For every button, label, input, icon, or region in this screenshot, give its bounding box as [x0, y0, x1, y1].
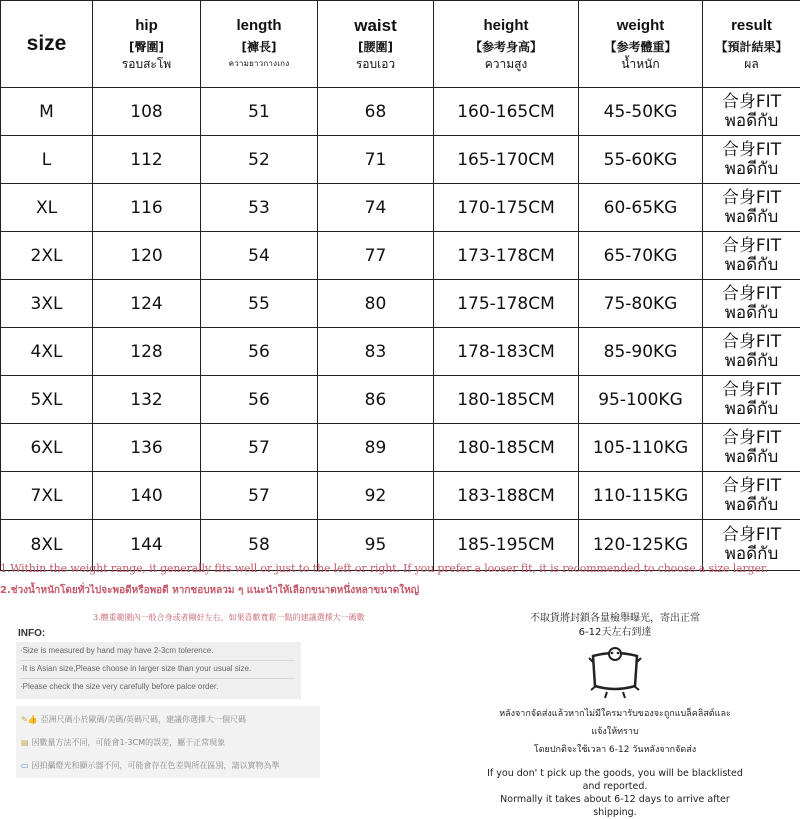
divider [20, 678, 295, 679]
header-waist-zh: [腰圍] [318, 38, 433, 56]
table-row [1, 328, 800, 376]
shipping-notice [450, 612, 780, 819]
cn-info-line [21, 760, 280, 771]
cell-height: 185-195CM [434, 520, 579, 571]
info-box [16, 642, 301, 699]
table-row [1, 472, 800, 520]
header-height [434, 1, 579, 88]
cell-height: 178-183CM [434, 328, 579, 376]
header-row [1, 1, 800, 88]
note-chinese: 3.體重範圍內一般合身或者剛好左右，如果喜歡寬鬆一點的建議選擇大一碼數 [93, 612, 443, 623]
result-zh: 合身FIT [703, 189, 800, 208]
cell-size: XL [1, 184, 93, 232]
result-zh: 合身FIT [703, 333, 800, 352]
shipping-en-line-3: Normally it takes about 6-12 days to arrive after [450, 793, 780, 806]
cell-weight: 60-65KG [579, 184, 703, 232]
cn-info-line [21, 737, 225, 748]
result-th: พอดีกับ [703, 545, 800, 564]
cell-result [703, 184, 800, 232]
cell-result [703, 88, 800, 136]
header-length [201, 1, 318, 88]
table-row [1, 88, 800, 136]
cell-weight: 85-90KG [579, 328, 703, 376]
result-th: พอดีกับ [703, 208, 800, 227]
cell-waist: 89 [318, 424, 434, 472]
header-weight-th: น้ำหนัก [579, 56, 702, 72]
shipping-en [450, 767, 780, 819]
cell-result [703, 376, 800, 424]
header-length-en: length [201, 16, 317, 36]
header-height-th: ความสูง [434, 56, 578, 72]
ruler-icon: ▤ [21, 738, 29, 747]
cell-size: 3XL [1, 280, 93, 328]
cell-hip: 120 [93, 232, 201, 280]
cell-size: 8XL [1, 520, 93, 571]
header-weight [579, 1, 703, 88]
shipping-en-line-4: shipping. [450, 806, 780, 819]
cell-height: 180-185CM [434, 376, 579, 424]
header-size-label: size [27, 32, 67, 55]
header-length-zh: [褲長] [201, 38, 317, 56]
shipping-en-line-1: If you don' t pick up the goods, you will be blacklisted [450, 767, 780, 780]
cell-waist: 77 [318, 232, 434, 280]
table-row [1, 280, 800, 328]
shipping-th-line-2: แจ้งให้ทราบ [450, 723, 780, 741]
info-title: INFO: [18, 628, 45, 639]
result-zh: 合身FIT [703, 429, 800, 448]
shipping-en-line-2: and reported. [450, 780, 780, 793]
info-line: ·Please check the size very carefully before palce order. [20, 682, 218, 691]
cell-length: 58 [201, 520, 318, 571]
header-result [703, 1, 800, 88]
cell-hip: 116 [93, 184, 201, 232]
header-height-en: height [434, 16, 578, 36]
header-length-th: ความยาวกางเกง [201, 56, 317, 72]
cell-height: 165-170CM [434, 136, 579, 184]
header-hip [93, 1, 201, 88]
cell-size: 7XL [1, 472, 93, 520]
result-th: พอดีกับ [703, 160, 800, 179]
cell-size: 6XL [1, 424, 93, 472]
cell-length: 52 [201, 136, 318, 184]
shipping-th-line-3: โดยปกติจะใช้เวลา 6-12 วันหลังจากจัดส่ง [450, 741, 780, 759]
header-height-zh: 【参考身高】 [434, 38, 578, 56]
result-th: พอดีกับ [703, 448, 800, 467]
size-rows [1, 88, 800, 571]
header-waist-en: waist [318, 16, 433, 36]
cell-waist: 86 [318, 376, 434, 424]
result-th: พอดีกับ [703, 496, 800, 515]
result-zh: 合身FIT [703, 477, 800, 496]
table-row [1, 184, 800, 232]
cell-length: 55 [201, 280, 318, 328]
cell-height: 160-165CM [434, 88, 579, 136]
header-waist [318, 1, 434, 88]
cell-result [703, 280, 800, 328]
cell-waist: 95 [318, 520, 434, 571]
shipping-th-line-1: หลังจากจัดส่งแล้วหากไม่มีใครมารับของจะถูกแบล็คลิสต์และ [450, 705, 780, 723]
cell-waist: 80 [318, 280, 434, 328]
cell-height: 170-175CM [434, 184, 579, 232]
cell-length: 56 [201, 328, 318, 376]
cell-weight: 55-60KG [579, 136, 703, 184]
cell-hip: 128 [93, 328, 201, 376]
thumbs-up-icon: ✎👍 [21, 715, 38, 724]
info-line: ·Size is measured by hand may have 2-3cm tolerence. [20, 646, 213, 655]
cn-info-text: 因數量方法不同，可能會1-3CM的誤差，屬于正常現象 [32, 738, 226, 747]
cell-waist: 71 [318, 136, 434, 184]
cell-result [703, 472, 800, 520]
cell-length: 53 [201, 184, 318, 232]
note-english: 1.Within the weight range, it generally fits well or just to the left or right. If you prefer a looser fit, it is recommended to choose a size larger. [0, 562, 800, 575]
cn-info-text: 亞洲尺碼小於歐碼/美碼/英碼尺碼，建議你選擇大一個尺碼 [41, 715, 246, 724]
header-waist-th: รอบเอว [318, 56, 433, 72]
header-hip-zh: [臀圍] [93, 38, 200, 56]
cell-length: 54 [201, 232, 318, 280]
header-hip-en: hip [93, 16, 200, 36]
cell-result [703, 232, 800, 280]
cell-result [703, 328, 800, 376]
cell-size: L [1, 136, 93, 184]
cell-waist: 68 [318, 88, 434, 136]
divider [20, 660, 295, 661]
cell-waist: 74 [318, 184, 434, 232]
cell-size: 4XL [1, 328, 93, 376]
table-row [1, 136, 800, 184]
header-result-th: ผล [703, 56, 800, 72]
result-th: พอดีกับ [703, 256, 800, 275]
cell-hip: 108 [93, 88, 201, 136]
cell-length: 56 [201, 376, 318, 424]
header-weight-en: weight [579, 16, 702, 36]
chinese-info-box [16, 706, 320, 778]
cell-size: 5XL [1, 376, 93, 424]
cell-hip: 136 [93, 424, 201, 472]
cell-weight: 120-125KG [579, 520, 703, 571]
result-zh: 合身FIT [703, 141, 800, 160]
result-th: พอดีกับ [703, 304, 800, 323]
header-size [1, 1, 93, 88]
warning-sign-icon [585, 646, 645, 701]
cell-size: 2XL [1, 232, 93, 280]
cell-length: 57 [201, 472, 318, 520]
header-result-zh: 【預計結果】 [703, 38, 800, 56]
cell-height: 183-188CM [434, 472, 579, 520]
result-zh: 合身FIT [703, 381, 800, 400]
info-line: ·It is Asian size,Please choose in larger size than your usual size. [20, 664, 251, 673]
result-th: พอดีกับ [703, 400, 800, 419]
cell-height: 180-185CM [434, 424, 579, 472]
note-thai: 2.ช่วงน้ำหนักโดยทั่วไปจะพอดีหรือพอดี หากชอบหลวม ๆ แนะนำให้เลือกขนาดหนึ่งหลาขนาดใหญ่ [0, 583, 470, 598]
cell-height: 173-178CM [434, 232, 579, 280]
cell-size: M [1, 88, 93, 136]
cn-info-text: 因拍攝燈光和顯示器不同，可能會存在色差與所在區別，請以實物為準 [32, 761, 280, 770]
cell-weight: 95-100KG [579, 376, 703, 424]
cell-hip: 144 [93, 520, 201, 571]
header-result-en: result [703, 16, 800, 36]
header-weight-zh: 【参考體重】 [579, 38, 702, 56]
cell-hip: 124 [93, 280, 201, 328]
cell-length: 51 [201, 88, 318, 136]
shipping-zh-line-1: 不取貨將封鎖各量檢舉曝光，寄出正常 [450, 612, 780, 626]
cell-result [703, 136, 800, 184]
result-th: พอดีกับ [703, 112, 800, 131]
cell-weight: 75-80KG [579, 280, 703, 328]
table-row [1, 424, 800, 472]
cell-height: 175-178CM [434, 280, 579, 328]
cell-hip: 132 [93, 376, 201, 424]
cn-info-line [21, 714, 246, 725]
cell-waist: 92 [318, 472, 434, 520]
shipping-zh-line-2: 6-12天左右到達 [450, 626, 780, 640]
cell-hip: 112 [93, 136, 201, 184]
table-row [1, 376, 800, 424]
result-zh: 合身FIT [703, 237, 800, 256]
result-th: พอดีกับ [703, 352, 800, 371]
result-zh: 合身FIT [703, 93, 800, 112]
cell-weight: 65-70KG [579, 232, 703, 280]
cell-waist: 83 [318, 328, 434, 376]
cell-weight: 45-50KG [579, 88, 703, 136]
monitor-icon: ▭ [21, 761, 29, 770]
header-hip-th: รอบสะโพ [93, 56, 200, 72]
result-zh: 合身FIT [703, 285, 800, 304]
result-zh: 合身FIT [703, 526, 800, 545]
cell-weight: 105-110KG [579, 424, 703, 472]
table-row [1, 232, 800, 280]
cell-weight: 110-115KG [579, 472, 703, 520]
cell-hip: 140 [93, 472, 201, 520]
cell-result [703, 424, 800, 472]
cell-length: 57 [201, 424, 318, 472]
